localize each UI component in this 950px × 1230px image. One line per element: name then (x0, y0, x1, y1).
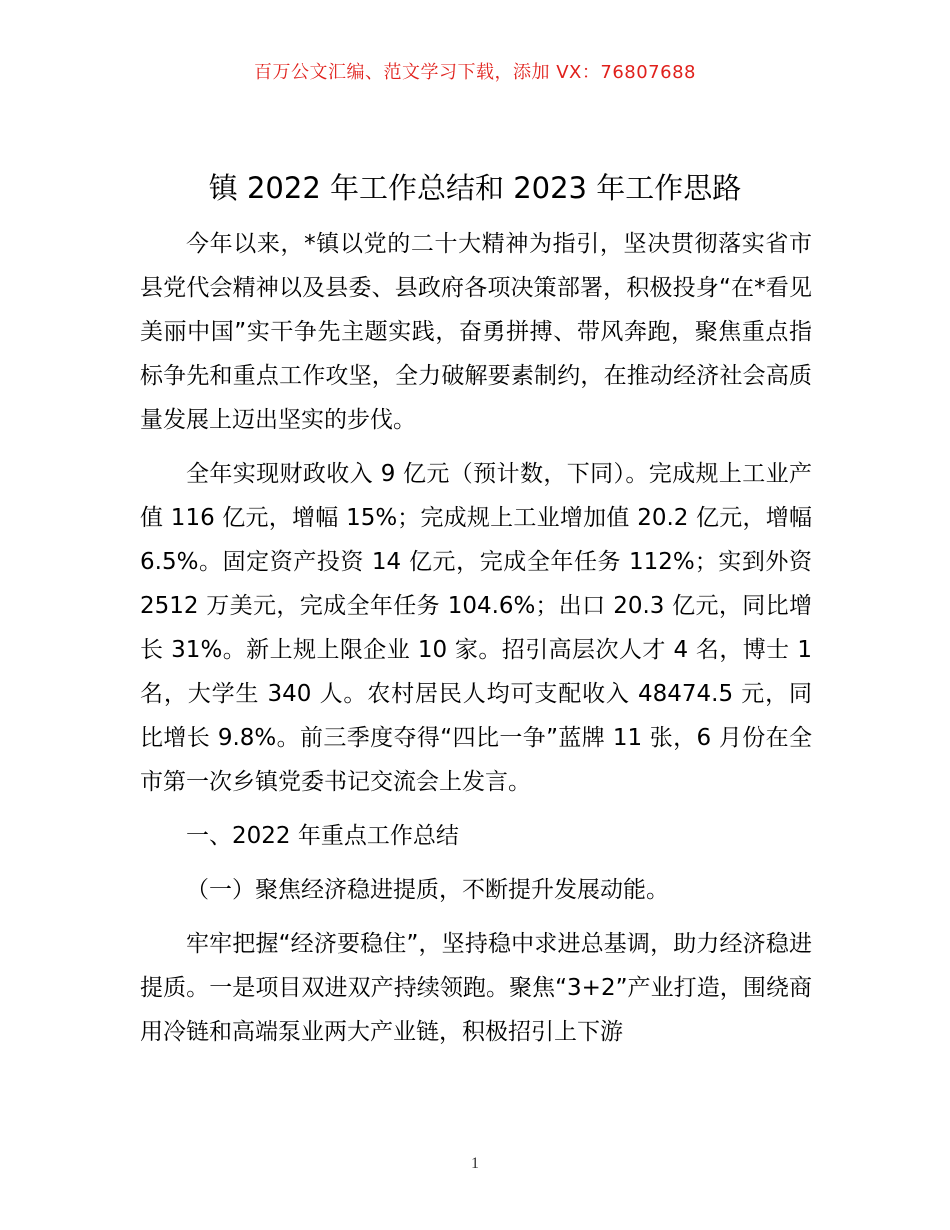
watermark-banner: 百万公文汇编、范文学习下载，添加 VX：76807688 (254, 62, 696, 83)
section-heading: 一、2022 年重点工作总结 (186, 823, 459, 849)
economy-paragraph: 牢牢把握“经济要稳住”，坚持稳中求进总基调，助力经济稳进提质。一是项目双进双产持续领跑。聚焦“3+2”产业打造，围绕商用冷链和高端泵业两大产业链，积极招引上下游 (140, 931, 812, 1045)
intro-paragraph: 今年以来，*镇以党的二十大精神为指引，坚决贯彻落实省市县党代会精神以及县委、县政府各项决策部署，积极投身“在*看见美丽中国”实干争先主题实践，奋勇拼搏、带风奔跑，聚焦重点指标争先和重点工作攻坚，全力破解要素制约，在推动经济社会高质量发展上迈出坚实的步伐。 (140, 231, 812, 433)
page-number: 1 (471, 1155, 479, 1172)
statistics-paragraph: 全年实现财政收入 9 亿元（预计数，下同）。完成规上工业产值 116 亿元，增幅 15%；完成规上工业增加值 20.2 亿元，增幅 6.5%。固定资产投资 14 亿元，完成全年任务 112%；实到外资 2512 万美元，完成全年任务 104.6%；出口 20.3 亿元，同比增长 31%。新上规上限企业 10 家。招引高层次人才 4 名，博士 1 名，大学生 340 人。农村居民人均可支配收入 48474.5 元，同比增长 9.8%。前三季度夺得“四比一争”蓝牌 11 张，6 月份在全市第一次乡镇党委书记交流会上发言。 (140, 461, 812, 795)
document-title: 镇 2022 年工作总结和 2023 年工作思路 (208, 171, 742, 205)
subsection-heading: （一）聚焦经济稳进提质，不断提升发展动能。 (186, 877, 669, 903)
document-body (140, 222, 812, 1064)
